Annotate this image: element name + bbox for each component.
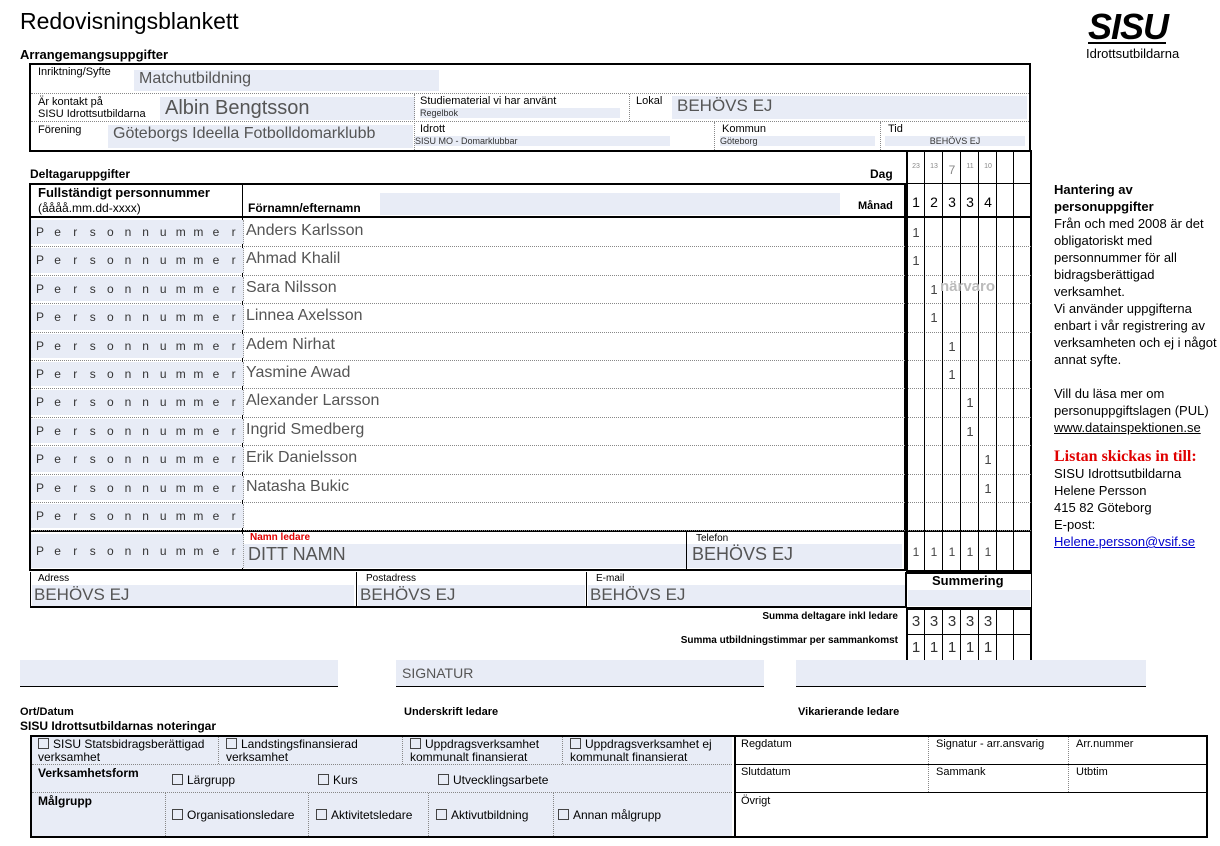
summa-timmar-label: Summa utbildningstimmar per sammankomst — [680, 635, 898, 646]
cb-aktivutbildning[interactable]: Aktivutbildning — [436, 808, 528, 822]
pnr-format: (åååå.mm.dd-xxxx) — [38, 201, 141, 215]
sisu-logo: SISU — [1088, 6, 1169, 47]
pnr-cell[interactable]: m — [172, 277, 191, 301]
utbtim-label: Utbtim — [1076, 766, 1108, 778]
pnr-cell[interactable]: r — [225, 305, 244, 329]
logo-subtitle: Idrottsutbildarna — [1086, 46, 1180, 61]
cb-uppdrag-ej-kommunalt[interactable]: Uppdragsverksamhet ej kommunalt finansierat — [570, 737, 712, 764]
pnr-cell[interactable]: s — [84, 476, 103, 500]
pnr-cell[interactable]: n — [119, 476, 138, 500]
attendance-cell[interactable]: 1 — [948, 367, 956, 382]
sum-timmar-cell[interactable]: 1 — [983, 639, 993, 656]
underskrift-label: Underskrift ledare — [404, 706, 499, 718]
pnr-cell[interactable]: m — [189, 220, 208, 244]
forening-field[interactable]: Göteborgs Ideella Fotbolldomarklubb — [108, 125, 413, 148]
participant-name[interactable]: Ingrid Smedberg — [246, 420, 365, 438]
month-cell[interactable]: 3 — [966, 194, 974, 210]
kommun-field[interactable]: Göteborg — [720, 136, 875, 146]
pnr-cell[interactable]: r — [225, 390, 244, 414]
pnr-cell[interactable]: u — [154, 419, 173, 443]
pnr-cell[interactable]: s — [84, 305, 103, 329]
pnr-cell[interactable]: n — [119, 390, 138, 414]
pnr-cell[interactable]: e — [49, 504, 68, 528]
pnr-cell[interactable]: e — [207, 447, 226, 471]
adress-label: Adress — [38, 573, 70, 584]
attendance-cell[interactable]: 1 — [930, 281, 938, 297]
idrott-field[interactable]: SISU MO - Domarklubbar — [415, 136, 670, 146]
day-cell[interactable]: 13 — [930, 163, 938, 170]
pnr-cell[interactable]: n — [137, 248, 156, 272]
pnr-cell[interactable]: m — [189, 277, 208, 301]
pnr-cell[interactable]: o — [101, 362, 120, 386]
pnr-cell[interactable]: m — [172, 419, 191, 443]
pnr-cell[interactable]: n — [119, 305, 138, 329]
row-divider — [31, 502, 1031, 503]
pnr-cell[interactable]: n — [137, 419, 156, 443]
pnr-cell[interactable]: r — [225, 220, 244, 244]
pnr-cell[interactable]: e — [49, 390, 68, 414]
pnr-cell[interactable]: n — [119, 362, 138, 386]
pnr-cell[interactable]: u — [154, 305, 173, 329]
leader-attendance-cell[interactable]: 1 — [948, 545, 956, 559]
att-col-line — [978, 150, 979, 572]
pnr-cell[interactable]: n — [119, 419, 138, 443]
row-divider — [31, 474, 1031, 475]
pnr-cell[interactable]: u — [154, 334, 173, 358]
signatur-text: SIGNATUR — [402, 665, 474, 681]
pnr-cell[interactable]: m — [172, 305, 191, 329]
pnr-cell[interactable]: s — [84, 248, 103, 272]
name-att-divider — [906, 216, 907, 572]
pnr-cell[interactable]: m — [172, 476, 191, 500]
attendance-cell[interactable]: 1 — [966, 423, 974, 439]
pnr-cell[interactable]: s — [84, 362, 103, 386]
attendance-cell[interactable]: 1 — [984, 452, 992, 468]
pnr-cell[interactable]: m — [189, 419, 208, 443]
pnr-cell[interactable]: P — [31, 277, 50, 301]
pnr-cell[interactable]: m — [172, 220, 191, 244]
leader-attendance-cell[interactable]: 1 — [930, 545, 938, 559]
pnr-cell[interactable]: m — [172, 390, 191, 414]
pnr-cell[interactable]: o — [101, 248, 120, 272]
participant-name[interactable]: Yasmine Awad — [246, 364, 351, 381]
dag-label: Dag — [870, 167, 893, 181]
sidebar-text-1: Från och med 2008 är det obligatoriskt med personnummer för all bidragsberättigad verksamhet. — [1054, 216, 1204, 299]
row-divider — [31, 332, 1031, 333]
day-cell[interactable]: 23 — [912, 163, 920, 170]
pnr-cell[interactable]: o — [101, 220, 120, 244]
vikarierande-label: Vikarierande ledare — [798, 706, 900, 718]
pnr-cell[interactable]: n — [137, 447, 156, 471]
pnr-cell[interactable]: m — [172, 248, 191, 272]
pnr-cell[interactable]: s — [84, 334, 103, 358]
row-divider — [31, 530, 1031, 531]
pnr-cell[interactable]: n — [137, 504, 156, 528]
tid-field[interactable]: BEHÖVS EJ — [885, 136, 1025, 146]
pnr-cell[interactable]: n — [119, 277, 138, 301]
pnr-cell[interactable]: n — [137, 334, 156, 358]
sum-timmar-cell[interactable]: 1 — [911, 639, 921, 656]
arrnummer-label: Arr.nummer — [1076, 738, 1134, 750]
row-divider — [31, 360, 1031, 361]
adress-field[interactable]: BEHÖVS EJ — [32, 585, 354, 606]
pnr-cell[interactable]: n — [119, 534, 138, 568]
section-arrangemang: Arrangemangsuppgifter — [20, 47, 169, 62]
pnr-cell[interactable]: r — [66, 534, 85, 568]
sum-timmar-cell[interactable]: 1 — [929, 639, 939, 656]
studiematerial-label: Studiematerial vi har använt — [420, 95, 557, 107]
lokal-field[interactable]: BEHÖVS EJ — [672, 96, 1027, 119]
pnr-cell[interactable]: P — [31, 390, 50, 414]
participant-name[interactable]: Natasha Bukic — [246, 477, 350, 495]
pnr-cell[interactable]: m — [189, 305, 208, 329]
pnr-cell[interactable]: n — [137, 305, 156, 329]
tid-label: Tid — [888, 123, 903, 135]
sidebar-heading: Hantering av personuppgifter — [1054, 182, 1154, 214]
month-cell[interactable]: 4 — [984, 194, 992, 210]
row-divider — [31, 275, 1031, 276]
cb-annan-malgrupp[interactable]: Annan målgrupp — [558, 808, 661, 822]
cb-uppdrag-kommunalt[interactable]: Uppdragsverksamhet kommunalt finansierat — [410, 737, 540, 764]
pnr-cell[interactable]: r — [225, 248, 244, 272]
pnr-cell[interactable]: e — [207, 277, 226, 301]
attendance-cell[interactable]: 1 — [912, 225, 920, 240]
pnr-cell[interactable]: s — [84, 419, 103, 443]
cb-largrupp[interactable]: Lärgrupp — [172, 773, 235, 787]
pnr-cell[interactable]: m — [189, 248, 208, 272]
pnr-cell[interactable]: u — [154, 534, 173, 568]
pnr-cell[interactable]: m — [189, 447, 208, 471]
sammank-label: Sammank — [936, 766, 986, 778]
pnr-cell[interactable]: o — [101, 305, 120, 329]
pnr-cell[interactable]: n — [137, 277, 156, 301]
pnr-cell[interactable]: r — [66, 305, 85, 329]
pnr-cell[interactable]: P — [31, 220, 50, 244]
cb-landsting[interactable]: Landstingsfinansierad verksamhet — [226, 737, 358, 764]
section-deltagare: Deltagaruppgifter — [30, 167, 131, 181]
pnr-cell[interactable]: e — [49, 334, 68, 358]
email-link[interactable]: Helene.persson@vsif.se — [1054, 534, 1196, 549]
email-label: E-mail — [596, 573, 625, 584]
pnr-cell[interactable]: P — [31, 476, 50, 500]
participant-name[interactable]: Ahmad Khalil — [246, 250, 341, 268]
pnr-cell[interactable]: m — [189, 390, 208, 414]
row-divider — [31, 445, 1031, 446]
sidebar-text-3: Vill du läsa mer om personuppgiftslagen (PUL) — [1054, 386, 1209, 418]
pnr-cell[interactable]: r — [66, 277, 85, 301]
namn-ledare-field[interactable]: DITT NAMN — [244, 544, 688, 568]
sum-deltagare-cell[interactable]: 3 — [983, 613, 993, 630]
pnr-cell[interactable]: e — [207, 220, 226, 244]
attendance-cell[interactable]: 1 — [930, 310, 938, 326]
pnr-cell[interactable]: r — [66, 390, 85, 414]
idrott-label: Idrott — [420, 123, 446, 135]
kontakt-label: Är kontakt på SISU Idrottsutbildarna — [38, 96, 146, 120]
pnr-cell[interactable]: n — [137, 220, 156, 244]
pnr-cell[interactable]: n — [137, 476, 156, 500]
sum-deltagare-cell[interactable]: 3 — [947, 613, 957, 630]
pnr-cell[interactable]: e — [49, 277, 68, 301]
pnr-cell[interactable]: m — [189, 334, 208, 358]
pnr-cell[interactable]: o — [101, 419, 120, 443]
pnr-cell[interactable]: u — [154, 277, 173, 301]
pnr-cell[interactable]: P — [31, 334, 50, 358]
manad-label: Månad — [858, 200, 893, 212]
pnr-cell[interactable]: s — [84, 390, 103, 414]
participant-name[interactable]: Anders Karlsson — [246, 222, 364, 239]
malgrupp-label: Målgrupp — [38, 794, 92, 808]
pnr-cell[interactable]: P — [31, 419, 50, 443]
pnr-cell[interactable]: n — [119, 447, 138, 471]
pnr-cell[interactable]: e — [207, 534, 226, 568]
pnr-cell[interactable]: r — [66, 248, 85, 272]
ort-datum-label: Ort/Datum — [20, 706, 74, 718]
month-cell[interactable]: 2 — [930, 194, 938, 210]
pnr-cell[interactable]: u — [154, 248, 173, 272]
row-divider — [31, 388, 1031, 389]
sidebar-text-2: Vi använder uppgifterna enbart i vår registrering av verksamheten och ej i något annat syfte. — [1054, 301, 1217, 367]
signatur-arr-label: Signatur - arr.ansvarig — [936, 738, 1045, 750]
pnr-cell[interactable]: r — [225, 362, 244, 386]
pnr-cell[interactable]: r — [225, 334, 244, 358]
pnr-cell[interactable]: e — [49, 362, 68, 386]
pnr-cell[interactable]: n — [137, 362, 156, 386]
att-col-line — [996, 150, 997, 572]
pnr-cell[interactable]: P — [31, 305, 50, 329]
pnr-cell[interactable]: n — [119, 334, 138, 358]
pnr-cell[interactable]: n — [119, 504, 138, 528]
pnr-cell[interactable]: m — [172, 362, 191, 386]
pnr-cell[interactable]: e — [49, 220, 68, 244]
pnr-cell[interactable]: P — [31, 362, 50, 386]
send-addr-4: E-post: — [1054, 517, 1096, 532]
pnr-cell[interactable]: e — [49, 419, 68, 443]
pnr-cell[interactable]: r — [225, 447, 244, 471]
pnr-cell[interactable]: e — [207, 504, 226, 528]
pnr-cell[interactable]: o — [101, 390, 120, 414]
pnr-cell[interactable]: r — [225, 277, 244, 301]
pnr-cell[interactable]: m — [189, 504, 208, 528]
row-divider — [31, 246, 1031, 247]
postadress-label: Postadress — [366, 573, 417, 584]
att-col-line — [960, 150, 961, 572]
inriktning-label: Inriktning/Syfte — [38, 66, 111, 78]
pnr-cell[interactable]: m — [189, 476, 208, 500]
narvaro-watermark: närvaro — [940, 278, 996, 295]
pnr-cell[interactable]: r — [225, 534, 244, 568]
att-col-line — [1013, 150, 1014, 572]
attendance-cell[interactable]: 1 — [948, 338, 956, 354]
pnr-cell[interactable]: m — [172, 534, 191, 568]
kommun-label: Kommun — [722, 123, 767, 135]
pnr-cell[interactable]: e — [49, 305, 68, 329]
sum-timmar-cell[interactable]: 1 — [947, 639, 957, 656]
pnr-cell[interactable]: o — [101, 334, 120, 358]
studiematerial-field[interactable]: Regelbok — [420, 108, 620, 118]
lokal-label: Lokal — [636, 95, 663, 107]
logo-underline — [1088, 42, 1166, 44]
pnr-cell[interactable]: m — [172, 334, 191, 358]
cb-aktivitetsledare[interactable]: Aktivitetsledare — [316, 808, 412, 822]
cb-statsbidrag[interactable]: SISU Statsbidragsberättigad verksamhet — [38, 737, 205, 764]
pnr-header: Fullständigt personnummer — [38, 185, 210, 200]
summering-label: Summering — [932, 573, 1004, 588]
pnr-cell[interactable]: r — [66, 419, 85, 443]
pnr-cell[interactable]: r — [66, 362, 85, 386]
pnr-cell[interactable]: r — [225, 476, 244, 500]
pnr-cell[interactable]: n — [119, 220, 138, 244]
pnr-cell[interactable]: s — [84, 220, 103, 244]
participant-name[interactable]: Erik Danielsson — [246, 449, 358, 467]
pnr-cell[interactable]: n — [119, 248, 138, 272]
pnr-cell[interactable]: e — [207, 419, 226, 443]
header-fill — [380, 193, 840, 215]
participant-name[interactable]: Alexander Larsson — [246, 392, 380, 410]
summa-deltagare-label: Summa deltagare inkl ledare — [762, 611, 898, 622]
pnr-cell[interactable]: e — [207, 390, 226, 414]
pnr-cell[interactable]: m — [172, 504, 191, 528]
pnr-cell[interactable]: e — [49, 447, 68, 471]
participant-name[interactable]: Adem Nirhat — [246, 335, 335, 353]
pnr-cell[interactable]: u — [154, 504, 173, 528]
sum-timmar-cell[interactable]: 1 — [965, 639, 975, 656]
slutdatum-label: Slutdatum — [741, 766, 791, 778]
pnr-cell[interactable]: m — [189, 362, 208, 386]
pnr-cell[interactable]: e — [49, 476, 68, 500]
pnr-cell[interactable]: s — [84, 504, 103, 528]
pnr-cell[interactable]: u — [154, 447, 173, 471]
participant-name[interactable]: Sara Nilsson — [246, 278, 337, 296]
pnr-cell[interactable]: m — [189, 534, 208, 568]
telefon-label: Telefon — [696, 533, 729, 544]
pnr-cell[interactable]: P — [31, 248, 50, 272]
pnr-cell[interactable]: e — [207, 305, 226, 329]
forening-label: Förening — [38, 124, 82, 136]
sidebar-info — [1054, 181, 1220, 550]
pnr-cell[interactable]: e — [49, 534, 68, 568]
pnr-cell[interactable]: r — [66, 504, 85, 528]
pnr-cell[interactable]: o — [101, 534, 120, 568]
pnr-cell[interactable]: e — [49, 248, 68, 272]
send-heading: Listan skickas in till: — [1054, 448, 1197, 465]
cb-kurs[interactable]: Kurs — [318, 773, 358, 787]
pnr-cell[interactable]: o — [101, 447, 120, 471]
form-title: Redovisningsblankett — [20, 8, 239, 34]
datainspektionen-link[interactable]: www.datainspektionen.se — [1054, 420, 1201, 435]
pnr-cell[interactable]: s — [84, 447, 103, 471]
pnr-cell[interactable]: e — [207, 362, 226, 386]
leader-attendance-cell[interactable]: 1 — [966, 545, 974, 559]
pnr-cell[interactable]: o — [101, 476, 120, 500]
att-col-line — [924, 150, 925, 572]
pnr-cell[interactable]: n — [137, 534, 156, 568]
row-divider — [31, 303, 1031, 304]
pnr-cell[interactable]: u — [154, 390, 173, 414]
vikarierande-field[interactable] — [796, 660, 1146, 687]
pnr-cell[interactable]: r — [66, 220, 85, 244]
pnr-cell[interactable]: P — [31, 504, 50, 528]
postadress-field[interactable]: BEHÖVS EJ — [358, 585, 585, 606]
leader-attendance-cell[interactable]: 1 — [984, 545, 992, 559]
pnr-cell[interactable]: r — [66, 447, 85, 471]
pnr-cell[interactable]: u — [154, 362, 173, 386]
day-cell[interactable]: 7 — [948, 163, 956, 177]
ovrigt-label: Övrigt — [741, 795, 771, 807]
sum-deltagare-cell[interactable]: 3 — [965, 613, 975, 630]
kontakt-field[interactable]: Albin Bengtsson — [160, 97, 415, 120]
pnr-cell[interactable]: u — [154, 476, 173, 500]
day-cell[interactable]: 11 — [966, 163, 974, 170]
pnr-cell[interactable]: u — [154, 220, 173, 244]
pnr-cell[interactable]: n — [137, 390, 156, 414]
day-cell[interactable]: 10 — [984, 163, 992, 170]
leader-attendance-cell[interactable]: 1 — [912, 545, 920, 559]
email-field[interactable]: BEHÖVS EJ — [588, 585, 905, 606]
attendance-cell[interactable]: 1 — [966, 395, 974, 411]
sum-deltagare-cell[interactable]: 3 — [929, 613, 939, 630]
ort-datum-field[interactable] — [20, 660, 338, 687]
pnr-cell[interactable]: s — [84, 534, 103, 568]
attendance-cell[interactable]: 1 — [912, 253, 920, 269]
pnr-cell[interactable]: m — [172, 447, 191, 471]
pnr-cell[interactable]: e — [207, 248, 226, 272]
noteringar-label: SISU Idrottsutbildarnas noteringar — [20, 719, 217, 733]
pnr-cell[interactable]: r — [66, 476, 85, 500]
pnr-cell[interactable]: e — [207, 334, 226, 358]
send-addr-2: Helene Persson — [1054, 483, 1147, 498]
name-header: Förnamn/efternamn — [248, 201, 361, 215]
pnr-cell[interactable]: P — [31, 534, 50, 568]
pnr-cell[interactable]: o — [101, 277, 120, 301]
inriktning-field[interactable]: Matchutbildning — [134, 70, 439, 91]
cb-organisationsledare[interactable]: Organisationsledare — [172, 808, 294, 822]
pnr-cell[interactable]: P — [31, 447, 50, 471]
send-addr-1: SISU Idrottsutbildarna — [1054, 466, 1182, 481]
att-col-line — [942, 150, 943, 572]
month-cell[interactable]: 3 — [948, 194, 956, 210]
sum-col-line — [1013, 608, 1014, 662]
cb-utvecklingsarbete[interactable]: Utvecklingsarbete — [438, 773, 548, 787]
participant-name[interactable]: Linnea Axelsson — [246, 307, 363, 325]
month-cell[interactable]: 1 — [912, 194, 920, 210]
verksamhetsform-label: Verksamhetsform — [38, 766, 139, 780]
pnr-cell[interactable]: e — [207, 476, 226, 500]
pnr-cell[interactable]: r — [66, 334, 85, 358]
pnr-cell[interactable]: o — [101, 504, 120, 528]
row-divider — [31, 417, 1031, 418]
sum-deltagare-cell[interactable]: 3 — [911, 613, 921, 630]
namn-ledare-label: Namn ledare — [250, 532, 311, 543]
regdatum-label: Regdatum — [741, 738, 792, 750]
attendance-cell[interactable]: 1 — [984, 480, 992, 496]
pnr-cell[interactable]: r — [225, 504, 244, 528]
pnr-cell[interactable]: s — [84, 277, 103, 301]
telefon-field[interactable]: BEHÖVS EJ — [688, 544, 902, 568]
dag-divider — [906, 183, 1032, 184]
pnr-cell[interactable]: r — [225, 419, 244, 443]
send-addr-3: 415 82 Göteborg — [1054, 500, 1152, 515]
